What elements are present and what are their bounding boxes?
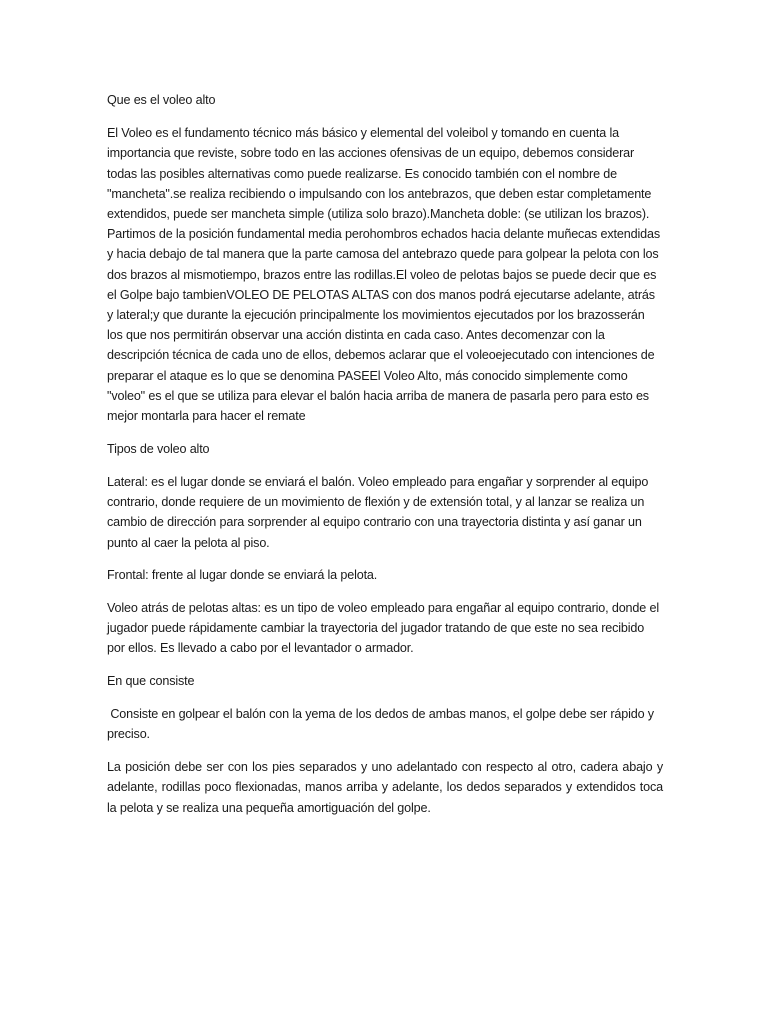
paragraph-consiste: Consiste en golpear el balón con la yema de los dedos de ambas manos, el golpe debe ser rápido y preciso.: [107, 707, 658, 742]
paragraph-lateral: Lateral: es el lugar donde se enviará el balón. Voleo empleado para engañar y sorprender al equipo contrario, donde requiere de un movimiento de flexión y de extensión total, y al lanzar se realiza un cambio de dirección para sorprender al equipo contrario con una trayectoria distinta y así ganar un punto al caer la pelota al piso.: [107, 474, 649, 550]
heading-tipos-de-voleo-alto: Tipos de voleo alto: [107, 441, 210, 456]
document-page: [107, 90, 663, 830]
paragraph-voleo-atras: Voleo atrás de pelotas altas: es un tipo de voleo empleado para engañar al equipo contrario, donde el jugador puede rápidamente cambiar la trayectoria del jugador tratando de que este no sea recibido por ellos. Es llevado a cabo por el levantador o armador.: [107, 600, 659, 656]
paragraph-intro: El Voleo es el fundamento técnico más básico y elemental del voleibol y tomando en cuenta la importancia que reviste, sobre todo en las acciones ofensivas de un equipo, debemos considerar todas las posibles alternativas como puede realizarse. Es conocido también con el nombre de "mancheta".se realiza recibiendo o impulsando con los antebrazos, que deben estar completamente extendidos, puede ser mancheta simple (utiliza solo brazo).Mancheta doble: (se utilizan los brazos). Partimos de la posición fundamental media perohombros echados hacia delante muñecas extendidas y hacia debajo de tal manera que la parte camosa del antebrazo quede para golpear la pelota con los dos brazos al mismotiempo, brazos entre las rodillas.El voleo de pelotas bajos se puede decir que es el Golpe bajo tambienVOLEO DE PELOTAS ALTAS con dos manos podrá ejecutarse adelante, atrás y lateral;y que durante la ejecución principalmente los movimientos ejecutados por los brazosserán los que nos permitirán observar una acción distinta en cada caso. Antes decomenzar con la descripción técnica de cada uno de ellos, debemos aclarar que el voleoejecutado con intenciones de preparar el ataque es lo que se denomina PASEEl Voleo Alto, más conocido simplemente como "voleo" es el que se utiliza para elevar el balón hacia arriba de manera de pasarla pero para esto es mejor montarla para hacer el remate: [107, 126, 660, 424]
heading-en-que-consiste: En que consiste: [107, 674, 195, 689]
paragraph-frontal: Frontal: frente al lugar donde se enviará la pelota.: [107, 568, 378, 583]
heading-que-es-el-voleo-alto: Que es el voleo alto: [107, 93, 216, 107]
paragraph-posicion: La posición debe ser con los pies separados y uno adelantado con respecto al otro, cadera abajo y adelante, rodillas poco flexionadas, manos arriba y adelante, los dedos separados y extendidos toca la pelota y se realiza una pequeña amortiguación del golpe.: [107, 760, 663, 815]
